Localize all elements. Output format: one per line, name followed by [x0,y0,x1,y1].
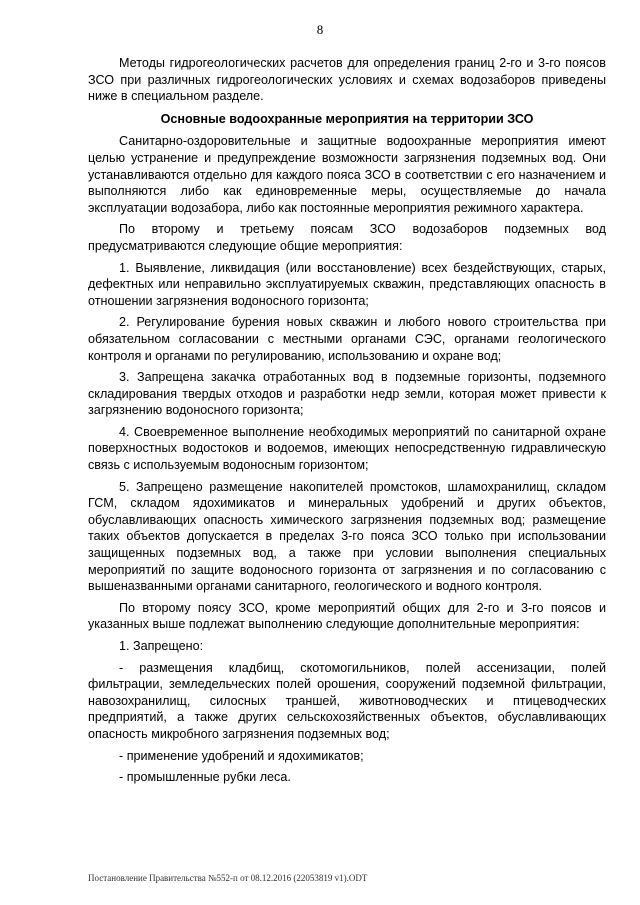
list-item-4: 4. Своевременное выполнение необходимых мероприятий по санитарной охране поверхностных водостоков и водоемов, имеющих непосредственную гидравлическую связь с используемым водоносным горизонтом; [88,424,606,473]
prohibited-heading: 1. Запрещено: [119,639,204,653]
document-body [88,55,606,791]
intro-paragraph: Методы гидрогеологических расчетов для определения границ 2-го и 3-го поясов ЗСО при различных гидрогеологических условиях и схемах водозаборов приведены ниже в специальном разделе. [88,56,606,104]
section-heading: Основные водоохранные мероприятия на территории ЗСО [160,111,534,126]
list-item-2: 2. Регулирование бурения новых скважин и любого нового строительства при обязательном согласовании с местными органами СЭС, органами геологического контроля и органами по регулированию, использованию и охране вод; [88,315,606,363]
list-item-5: 5. Запрещено размещение накопителей промстоков, шламохранилищ, складом ГСМ, складом ядохимикатов и минеральных удобрений и других объектов, обуславливающих опасность химического загрязнения подземных вод; размещение таких объектов допускается в пределах 3-го пояса ЗСО только при использовании защищенных подземных вод, а также при условии выполнения специальных мероприятий по защите водоносного горизонта от загрязнения и по согласованию с вышеназванными органами санитарного, геологического и водного контроля. [88,479,606,594]
paragraph-general: Санитарно-оздоровительные и защитные водоохранные мероприятия имеют целью устранение и предупреждение возможности загрязнения подземных вод. Они устанавливаются отдельно для каждого пояса ЗСО в соответствии с его назначением и выполняются либо как единовременные меры, осуществляемые до начала эксплуатации водозабора, либо как постоянные мероприятия режимного характера. [88,134,606,215]
list-item-1: 1. Выявление, ликвидация (или восстановление) всех бездействующих, старых, дефектных или неправильно эксплуатируемых скважин, представляющих опасность в отношении загрязнения водоносного горизонта; [88,260,606,308]
prohibited-item-2: - применение удобрений и ядохимикатов; [119,748,364,763]
page-number: 8 [316,22,324,37]
paragraph-zones-2-3: По второму и третьему поясам ЗСО водозаборов подземных вод предусматриваются следующие общие мероприятия: [88,222,606,253]
list-item-3: 3. Запрещена закачка отработанных вод в подземные горизонты, подземного складирования твердых отходов и разработки недр земли, которая может привести к загрязнению водоносного горизонта; [88,370,606,418]
paragraph-zone-2: По второму поясу ЗСО, кроме мероприятий общих для 2-го и 3-го поясов и указанных выше подлежат выполнению следующие дополнительные мероприятия: [88,600,606,632]
prohibited-item-3: - промышленные рубки леса. [119,770,291,785]
document-footer: Постановление Правительства №552-п от 08.12.2016 (22053819 v1).ODT [88,873,368,883]
prohibited-item-1: - размещения кладбищ, скотомогильников, полей ассенизации, полей фильтрации, земледельческих полей орошения, сооружений подземной фильтрации, навозохранилищ, силосных траншей, животноводческих и птицеводческих предприятий, а также других сельскохозяйственных объектов, обуславливающих опасность микробного загрязнения подземных вод; [88,660,606,741]
